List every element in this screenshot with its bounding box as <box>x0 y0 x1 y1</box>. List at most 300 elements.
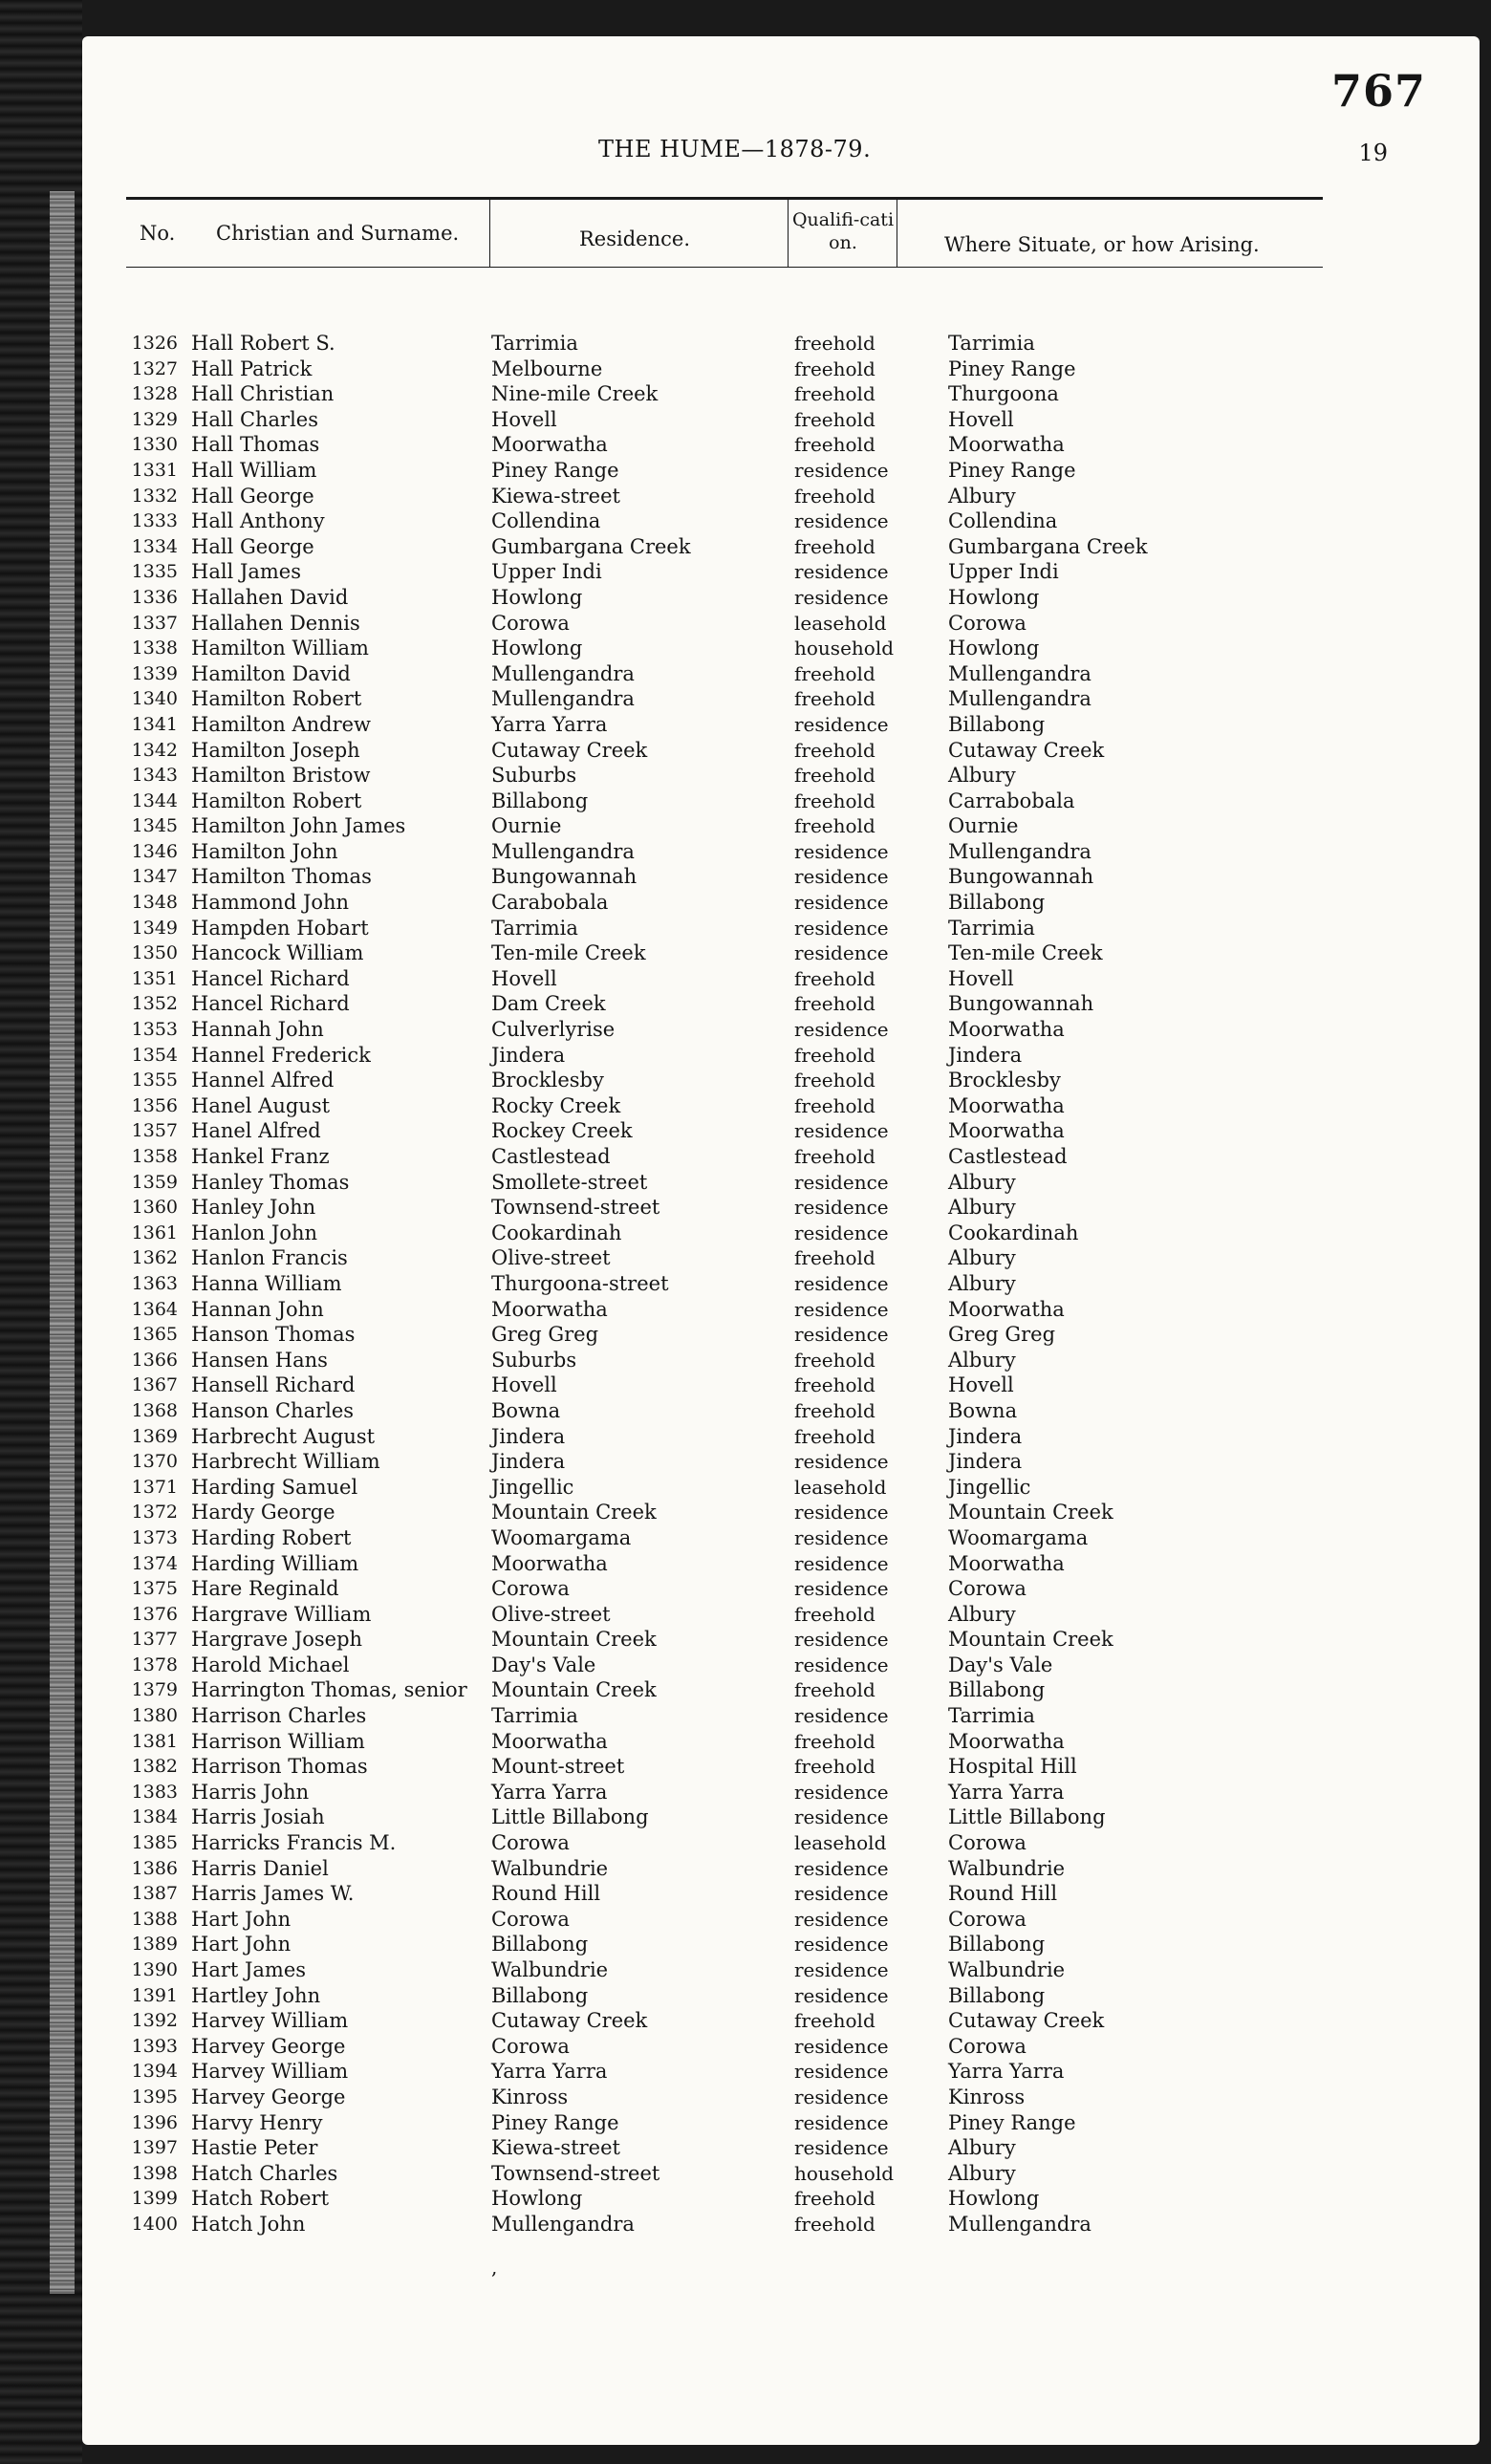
cell-number: 1396 <box>131 2111 178 2133</box>
table-row <box>120 1195 1325 1221</box>
cell-where-situate: Piney Range <box>948 357 1076 380</box>
cell-where-situate: Albury <box>948 2136 1016 2160</box>
cell-name: Harris Josiah <box>191 1805 325 1829</box>
table-row <box>120 508 1325 534</box>
cell-residence: Moorwatha <box>491 433 608 457</box>
cell-number: 1361 <box>131 1221 178 1243</box>
cell-name: Harrison Thomas <box>191 1755 368 1779</box>
cell-residence: Cutaway Creek <box>491 738 648 762</box>
cell-name: Hart James <box>191 1958 307 1981</box>
cell-number: 1390 <box>131 1959 178 1980</box>
cell-number: 1385 <box>131 1832 178 1854</box>
cell-name: Harris Daniel <box>191 1856 329 1880</box>
table-row <box>120 2161 1325 2187</box>
cell-qualification: freehold <box>794 992 875 1016</box>
cell-number: 1373 <box>131 1526 178 1548</box>
cell-qualification: residence <box>794 1983 889 2007</box>
cell-residence: Dam Creek <box>491 992 606 1016</box>
cell-name: Hall Charles <box>191 407 319 431</box>
cell-residence: Hovell <box>491 1373 557 1397</box>
cell-name: Hall Robert S. <box>191 332 335 355</box>
cell-where-situate: Hovell <box>948 1373 1014 1397</box>
table-row <box>120 1348 1325 1373</box>
cell-qualification: residence <box>794 1907 889 1931</box>
cell-number: 1352 <box>131 993 178 1015</box>
cell-number: 1394 <box>131 2061 178 2083</box>
cell-where-situate: Mullengandra <box>948 839 1091 863</box>
cell-name: Hanley John <box>191 1196 316 1220</box>
cell-number: 1371 <box>131 1476 178 1498</box>
cell-name: Hamilton Robert <box>191 687 362 711</box>
cell-residence: Jindera <box>491 1424 566 1448</box>
document-page <box>82 36 1480 2445</box>
cell-name: Harricks Francis M. <box>191 1831 397 1855</box>
cell-residence: Moorwatha <box>491 1729 608 1753</box>
cell-number: 1341 <box>131 713 178 735</box>
cell-residence: Mount-street <box>491 1755 625 1779</box>
cell-qualification: leasehold <box>794 1475 887 1499</box>
cell-name: Hamilton Thomas <box>191 865 372 889</box>
cell-name: Hargrave Joseph <box>191 1628 363 1652</box>
table-row <box>120 1754 1325 1780</box>
cell-where-situate: Moorwatha <box>948 1297 1065 1321</box>
cell-residence: Corowa <box>491 2034 570 2058</box>
cell-qualification: residence <box>794 1525 889 1549</box>
cell-residence: Tarrimia <box>491 916 578 940</box>
cell-where-situate: Yarra Yarra <box>948 1780 1065 1804</box>
table-row <box>120 1551 1325 1577</box>
cell-name: Hannel Alfred <box>191 1069 335 1092</box>
cell-number: 1398 <box>131 2162 178 2184</box>
cell-number: 1332 <box>131 485 178 507</box>
cell-qualification: leasehold <box>794 611 887 635</box>
cell-name: Harrison William <box>191 1729 365 1753</box>
cell-where-situate: Bowna <box>948 1398 1018 1422</box>
stray-mark: , <box>491 2256 498 2279</box>
cell-number: 1378 <box>131 1653 178 1675</box>
cell-qualification: residence <box>794 1958 889 1981</box>
cell-name: Hancock William <box>191 941 364 965</box>
table-row <box>120 1602 1325 1628</box>
cell-qualification: residence <box>794 1628 889 1652</box>
cell-qualification: freehold <box>794 534 875 558</box>
cell-name: Hannel Frederick <box>191 1043 371 1067</box>
cell-qualification: household <box>794 2161 895 2185</box>
cell-where-situate: Mountain Creek <box>948 1501 1113 1524</box>
cell-qualification: freehold <box>794 1729 875 1753</box>
cell-name: Hart John <box>191 1907 292 1931</box>
cell-number: 1386 <box>131 1857 178 1879</box>
table-row <box>120 1245 1325 1271</box>
cell-where-situate: Jindera <box>948 1424 1023 1448</box>
cell-name: Hardy George <box>191 1501 335 1524</box>
cell-name: Hanlon John <box>191 1221 318 1244</box>
cell-name: Hallahen Dennis <box>191 611 360 635</box>
cell-where-situate: Moorwatha <box>948 1018 1065 1042</box>
cell-residence: Thurgoona-street <box>491 1271 669 1295</box>
cell-name: Hanlon Francis <box>191 1246 348 1270</box>
cell-number: 1395 <box>131 2086 178 2107</box>
cell-name: Hanel Alfred <box>191 1119 321 1143</box>
cell-residence: Billabong <box>491 1933 589 1956</box>
table-row <box>120 1703 1325 1729</box>
table-row <box>120 991 1325 1017</box>
cell-residence: Rocky Creek <box>491 1093 621 1117</box>
cell-qualification: residence <box>794 458 889 482</box>
cell-number: 1355 <box>131 1070 178 1092</box>
cell-where-situate: Walbundrie <box>948 1856 1066 1880</box>
cell-qualification: freehold <box>794 1069 875 1092</box>
cell-number: 1375 <box>131 1578 178 1600</box>
cell-number: 1346 <box>131 840 178 862</box>
table-row <box>120 2085 1325 2110</box>
table-row <box>120 1398 1325 1424</box>
cell-name: Hargrave William <box>191 1602 372 1626</box>
cell-qualification: residence <box>794 865 889 889</box>
table-header-rule <box>126 267 1323 268</box>
cell-name: Harris John <box>191 1780 310 1804</box>
cell-name: Hall Thomas <box>191 433 320 457</box>
cell-qualification: freehold <box>794 1246 875 1270</box>
cell-number: 1384 <box>131 1806 178 1828</box>
table-row <box>120 1093 1325 1119</box>
cell-where-situate: Piney Range <box>948 458 1076 482</box>
cell-where-situate: Albury <box>948 764 1016 788</box>
cell-residence: Corowa <box>491 611 570 635</box>
cell-qualification: freehold <box>794 687 875 711</box>
cell-residence: Corowa <box>491 1831 570 1855</box>
cell-number: 1362 <box>131 1247 178 1269</box>
cell-qualification: residence <box>794 839 889 863</box>
cell-residence: Upper Indi <box>491 560 602 584</box>
table-row <box>120 1983 1325 2009</box>
cell-where-situate: Albury <box>948 1246 1016 1270</box>
cell-number: 1367 <box>131 1374 178 1396</box>
cell-qualification: freehold <box>794 1145 875 1168</box>
cell-where-situate: Hovell <box>948 966 1014 990</box>
cell-number: 1338 <box>131 638 178 659</box>
table-row <box>120 789 1325 814</box>
cell-residence: Cookardinah <box>491 1221 622 1244</box>
cell-where-situate: Hovell <box>948 407 1014 431</box>
cell-residence: Moorwatha <box>491 1551 608 1575</box>
cell-where-situate: Gumbargana Creek <box>948 534 1148 558</box>
table-row <box>120 763 1325 789</box>
cell-number: 1359 <box>131 1171 178 1193</box>
cell-qualification: residence <box>794 1577 889 1601</box>
cell-residence: Collendina <box>491 509 601 533</box>
cell-residence: Ten-mile Creek <box>491 941 646 965</box>
cell-number: 1336 <box>131 586 178 608</box>
cell-residence: Kiewa-street <box>491 2136 620 2160</box>
table-row <box>120 966 1325 992</box>
table-row <box>120 1830 1325 1856</box>
table-row <box>120 357 1325 382</box>
table-row <box>120 1322 1325 1348</box>
cell-name: Hall Patrick <box>191 357 313 380</box>
cell-qualification: freehold <box>794 1755 875 1779</box>
cell-qualification: freehold <box>794 2009 875 2033</box>
table-row <box>120 1627 1325 1653</box>
cell-where-situate: Albury <box>948 1602 1016 1626</box>
cell-where-situate: Upper Indi <box>948 560 1059 584</box>
cell-name: Hanna William <box>191 1271 342 1295</box>
cell-number: 1330 <box>131 434 178 456</box>
cell-name: Hall George <box>191 534 314 558</box>
cell-qualification: residence <box>794 560 889 584</box>
cell-number: 1342 <box>131 739 178 761</box>
cell-number: 1365 <box>131 1324 178 1346</box>
cell-qualification: residence <box>794 1221 889 1244</box>
cell-name: Hare Reginald <box>191 1577 339 1601</box>
column-divider <box>788 199 789 268</box>
cell-name: Harvey William <box>191 2009 349 2033</box>
cell-number: 1392 <box>131 2010 178 2032</box>
cell-qualification: freehold <box>794 382 875 406</box>
cell-name: Hansen Hans <box>191 1348 328 1372</box>
cell-number: 1339 <box>131 662 178 684</box>
table-row <box>120 890 1325 916</box>
cell-where-situate: Jindera <box>948 1043 1023 1067</box>
cell-name: Hatch Charles <box>191 2161 338 2185</box>
cell-where-situate: Woomargama <box>948 1525 1089 1549</box>
cell-qualification: residence <box>794 1297 889 1321</box>
table-row <box>120 1017 1325 1043</box>
cell-residence: Kinross <box>491 2085 569 2108</box>
cell-number: 1329 <box>131 408 178 430</box>
cell-qualification: residence <box>794 2110 889 2134</box>
cell-qualification: residence <box>794 1780 889 1804</box>
cell-number: 1343 <box>131 765 178 787</box>
cell-qualification: freehold <box>794 764 875 788</box>
cell-qualification: freehold <box>794 1398 875 1422</box>
cell-qualification: residence <box>794 509 889 533</box>
cell-qualification: freehold <box>794 2187 875 2211</box>
table-row <box>120 484 1325 509</box>
cell-name: Hancel Richard <box>191 966 350 990</box>
cell-name: Hall Anthony <box>191 509 325 533</box>
table-row <box>120 2034 1325 2060</box>
cell-residence: Jindera <box>491 1043 566 1067</box>
cell-number: 1376 <box>131 1603 178 1625</box>
table-row <box>120 559 1325 585</box>
cell-number: 1345 <box>131 815 178 837</box>
cell-qualification: residence <box>794 1018 889 1042</box>
cell-number: 1331 <box>131 459 178 481</box>
table-row <box>120 712 1325 738</box>
cell-name: Hart John <box>191 1933 292 1956</box>
cell-name: Harris James W. <box>191 1882 355 1906</box>
cell-number: 1337 <box>131 612 178 634</box>
cell-number: 1389 <box>131 1934 178 1956</box>
table-row <box>120 1297 1325 1323</box>
cell-residence: Tarrimia <box>491 1704 578 1728</box>
cell-residence: Round Hill <box>491 1882 601 1906</box>
cell-residence: Suburbs <box>491 764 577 788</box>
cell-residence: Hovell <box>491 966 557 990</box>
cell-residence: Woomargama <box>491 1525 632 1549</box>
cell-number: 1326 <box>131 333 178 354</box>
cell-residence: Smollete-street <box>491 1170 648 1194</box>
cell-where-situate: Mullengandra <box>948 661 1091 685</box>
table-row <box>120 738 1325 764</box>
table-row <box>120 1653 1325 1678</box>
cell-qualification: freehold <box>794 789 875 812</box>
cell-qualification: freehold <box>794 1373 875 1397</box>
cell-name: Harding Robert <box>191 1525 352 1549</box>
cell-residence: Tarrimia <box>491 332 578 355</box>
table-row <box>120 1957 1325 1983</box>
cell-where-situate: Mullengandra <box>948 687 1091 711</box>
table-row <box>120 381 1325 407</box>
cell-where-situate: Tarrimia <box>948 1704 1035 1728</box>
cell-number: 1333 <box>131 510 178 532</box>
cell-name: Hamilton Andrew <box>191 712 372 736</box>
table-row <box>120 1525 1325 1551</box>
table-row <box>120 2110 1325 2136</box>
cell-name: Hanson Thomas <box>191 1323 356 1347</box>
cell-name: Harbrecht August <box>191 1424 376 1448</box>
cell-residence: Ournie <box>491 814 562 838</box>
cell-where-situate: Ournie <box>948 814 1019 838</box>
cell-number: 1382 <box>131 1756 178 1778</box>
cell-name: Harvy Henry <box>191 2110 323 2134</box>
table-row <box>120 1881 1325 1907</box>
cell-where-situate: Collendina <box>948 509 1058 533</box>
cell-residence: Piney Range <box>491 2110 619 2134</box>
cell-qualification: freehold <box>794 738 875 762</box>
cell-residence: Billabong <box>491 789 589 812</box>
cell-qualification: freehold <box>794 332 875 355</box>
cell-name: Hall Christian <box>191 382 335 406</box>
cell-where-situate: Howlong <box>948 637 1040 660</box>
cell-residence: Hovell <box>491 407 557 431</box>
header-no: No. <box>140 222 176 245</box>
cell-qualification: residence <box>794 1196 889 1220</box>
cell-residence: Rockey Creek <box>491 1119 633 1143</box>
cell-name: Hamilton Joseph <box>191 738 360 762</box>
cell-name: Hannan John <box>191 1297 324 1321</box>
cell-where-situate: Mullengandra <box>948 2212 1091 2236</box>
table-row <box>120 585 1325 611</box>
cell-residence: Castlestead <box>491 1145 611 1168</box>
cell-number: 1372 <box>131 1502 178 1524</box>
cell-where-situate: Billabong <box>948 891 1046 915</box>
cell-where-situate: Jindera <box>948 1450 1023 1474</box>
cell-number: 1381 <box>131 1730 178 1752</box>
cell-where-situate: Albury <box>948 2161 1016 2185</box>
table-row <box>120 1043 1325 1069</box>
cell-name: Harbrecht William <box>191 1450 380 1474</box>
cell-qualification: residence <box>794 1704 889 1728</box>
table-row <box>120 331 1325 357</box>
cell-qualification: residence <box>794 1271 889 1295</box>
cell-qualification: residence <box>794 1933 889 1956</box>
cell-qualification: residence <box>794 1882 889 1906</box>
cell-residence: Carabobala <box>491 891 609 915</box>
cell-number: 1350 <box>131 942 178 964</box>
cell-number: 1393 <box>131 2035 178 2057</box>
cell-name: Hanson Charles <box>191 1398 355 1422</box>
cell-name: Hancel Richard <box>191 992 350 1016</box>
table-row <box>120 1576 1325 1602</box>
cell-residence: Howlong <box>491 637 583 660</box>
table-row <box>120 1856 1325 1882</box>
cell-name: Hamilton Robert <box>191 789 362 812</box>
cell-residence: Walbundrie <box>491 1958 609 1981</box>
table-row <box>120 1221 1325 1246</box>
cell-where-situate: Corowa <box>948 611 1026 635</box>
table-row <box>120 864 1325 890</box>
cell-number: 1397 <box>131 2137 178 2159</box>
cell-residence: Mountain Creek <box>491 1628 657 1652</box>
cell-where-situate: Hospital Hill <box>948 1755 1077 1779</box>
cell-number: 1387 <box>131 1883 178 1905</box>
cell-qualification: residence <box>794 1119 889 1143</box>
cell-where-situate: Brocklesby <box>948 1069 1061 1092</box>
cell-name: Harvey William <box>191 2060 349 2084</box>
cell-number: 1356 <box>131 1094 178 1116</box>
cell-name: Hatch John <box>191 2212 306 2236</box>
table-row <box>120 1118 1325 1144</box>
cell-where-situate: Cutaway Creek <box>948 2009 1105 2033</box>
cell-qualification: residence <box>794 1170 889 1194</box>
cell-residence: Jingellic <box>491 1475 574 1499</box>
cell-residence: Mountain Creek <box>491 1678 657 1702</box>
cell-name: Hamilton John <box>191 839 338 863</box>
cell-where-situate: Billabong <box>948 1933 1046 1956</box>
cell-name: Hannah John <box>191 1018 324 1042</box>
cell-where-situate: Albury <box>948 1348 1016 1372</box>
cell-name: Harvey George <box>191 2034 346 2058</box>
cell-qualification: freehold <box>794 407 875 431</box>
cell-qualification: household <box>794 637 895 660</box>
cell-qualification: freehold <box>794 1602 875 1626</box>
cell-residence: Bowna <box>491 1398 561 1422</box>
cell-qualification: residence <box>794 1805 889 1829</box>
cell-where-situate: Cutaway Creek <box>948 738 1105 762</box>
cell-name: Hamilton Bristow <box>191 764 371 788</box>
cell-where-situate: Corowa <box>948 1907 1026 1931</box>
cell-where-situate: Corowa <box>948 1577 1026 1601</box>
cell-residence: Townsend-street <box>491 1196 660 1220</box>
cell-qualification: freehold <box>794 1043 875 1067</box>
table-row <box>120 1372 1325 1398</box>
sheet-number: 19 <box>1358 140 1388 166</box>
cell-qualification: freehold <box>794 2212 875 2236</box>
cell-where-situate: Jingellic <box>948 1475 1031 1499</box>
cell-qualification: residence <box>794 585 889 609</box>
cell-where-situate: Carrabobala <box>948 789 1075 812</box>
cell-number: 1374 <box>131 1552 178 1574</box>
cell-name: Hall James <box>191 560 301 584</box>
cell-name: Harrington Thomas, senior <box>191 1678 467 1702</box>
table-row <box>120 2212 1325 2237</box>
table-row <box>120 407 1325 433</box>
cell-number: 1334 <box>131 535 178 557</box>
cell-residence: Gumbargana Creek <box>491 534 691 558</box>
cell-where-situate: Tarrimia <box>948 916 1035 940</box>
cell-name: Hastie Peter <box>191 2136 318 2160</box>
table-row <box>120 2186 1325 2212</box>
table-row <box>120 1780 1325 1805</box>
cell-qualification: freehold <box>794 1348 875 1372</box>
cell-name: Hamilton William <box>191 637 369 660</box>
table-row <box>120 813 1325 839</box>
table-row <box>120 940 1325 966</box>
cell-qualification: residence <box>794 1501 889 1524</box>
table-row <box>120 686 1325 712</box>
